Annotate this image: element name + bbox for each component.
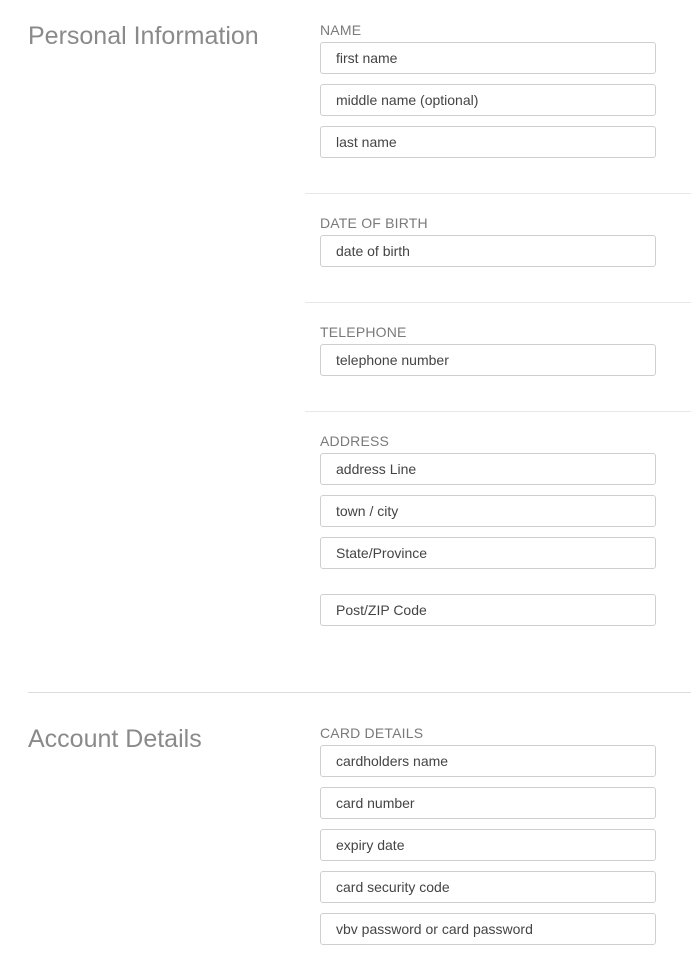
name-group-label: NAME [320, 22, 362, 38]
address-line-input[interactable] [320, 453, 656, 485]
date-of-birth-group-label: DATE OF BIRTH [320, 215, 428, 231]
cardholder-name-input[interactable] [320, 745, 656, 777]
state-province-input[interactable] [320, 537, 656, 569]
section-divider [28, 692, 691, 693]
telephone-group-label: TELEPHONE [320, 324, 407, 340]
telephone-divider [305, 411, 691, 412]
address-group-label: ADDRESS [320, 433, 390, 449]
first-name-input[interactable] [320, 42, 656, 74]
account-details-title: Account Details [28, 725, 202, 753]
expiry-date-input[interactable] [320, 829, 656, 861]
town-city-input[interactable] [320, 495, 656, 527]
vbv-password-input[interactable] [320, 913, 656, 945]
telephone-input[interactable] [320, 344, 656, 376]
last-name-input[interactable] [320, 126, 656, 158]
postcode-input[interactable] [320, 594, 656, 626]
card-number-input[interactable] [320, 787, 656, 819]
card-details-group-label: CARD DETAILS [320, 725, 424, 741]
personal-information-title: Personal Information [28, 22, 259, 50]
date-of-birth-divider [305, 302, 691, 303]
middle-name-input[interactable] [320, 84, 656, 116]
name-divider [305, 193, 691, 194]
card-security-code-input[interactable] [320, 871, 656, 903]
date-of-birth-input[interactable] [320, 235, 656, 267]
